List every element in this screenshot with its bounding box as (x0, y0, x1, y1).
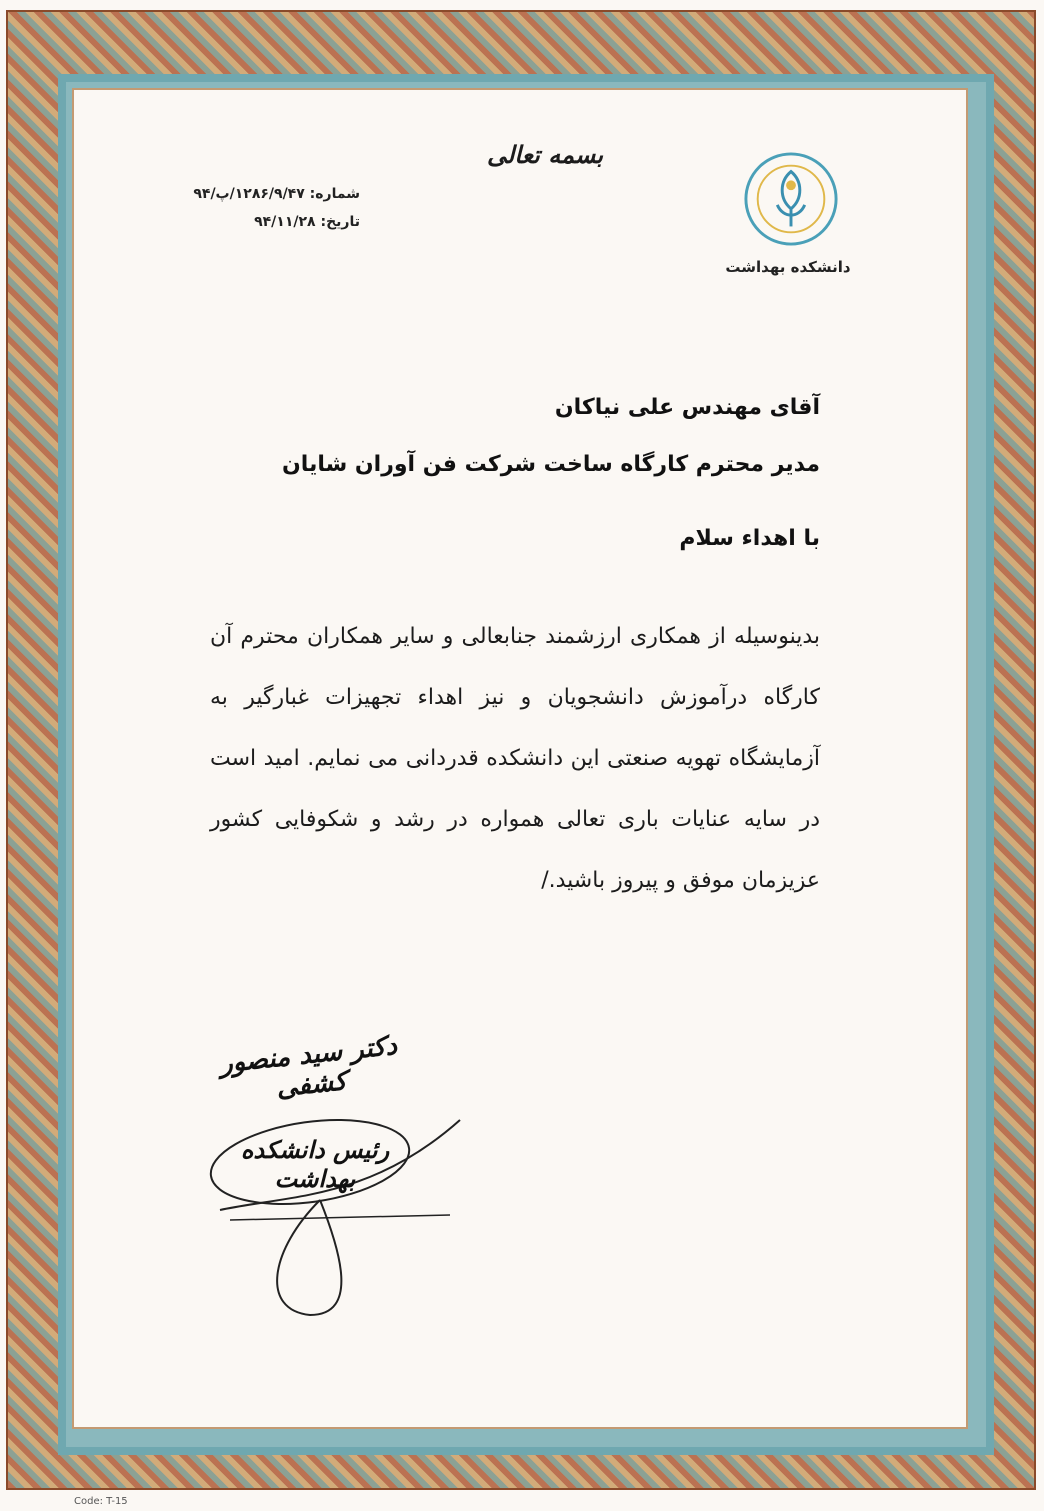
letter-body: بدینوسیله از همکاری ارزشمند جنابعالی و سایر همکاران محترم آن کارگاه درآموزش دانشجویان و نیز اهداء تجهیزات غبارگیر به آزمایشگاه تهویه صنعتی این دانشکده قدردانی می نمایم. امید است در سایه عنایات باری تعالی همواره در رشد و شکوفایی کشور عزیزمان موفق و پیروز باشید./ (210, 624, 820, 893)
form-code: Code: T-15 (74, 1496, 128, 1507)
greeting: با اهداء سلام (679, 526, 820, 551)
recipient-name: آقای مهندس علی نیاکان (554, 395, 820, 420)
signatory-name: دکتر سید منصور کشفی (218, 1030, 399, 1104)
signatory-title: رئیس دانشکده بهداشت (240, 1135, 390, 1193)
faculty-name: دانشکده بهداشت (725, 258, 851, 276)
letter-number: شماره: ۱۲۸۶/۹/۴۷/پ/۹۴ (193, 186, 360, 202)
letter-date: تاریخ: ۹۴/۱۱/۲۸ (254, 214, 360, 230)
university-logo-icon (742, 150, 840, 248)
letter-meta (150, 180, 360, 236)
bismillah-heading: بسمه تعالی (486, 140, 604, 169)
recipient-position: مدیر محترم کارگاه ساخت شرکت فن آوران شایان (282, 452, 820, 477)
